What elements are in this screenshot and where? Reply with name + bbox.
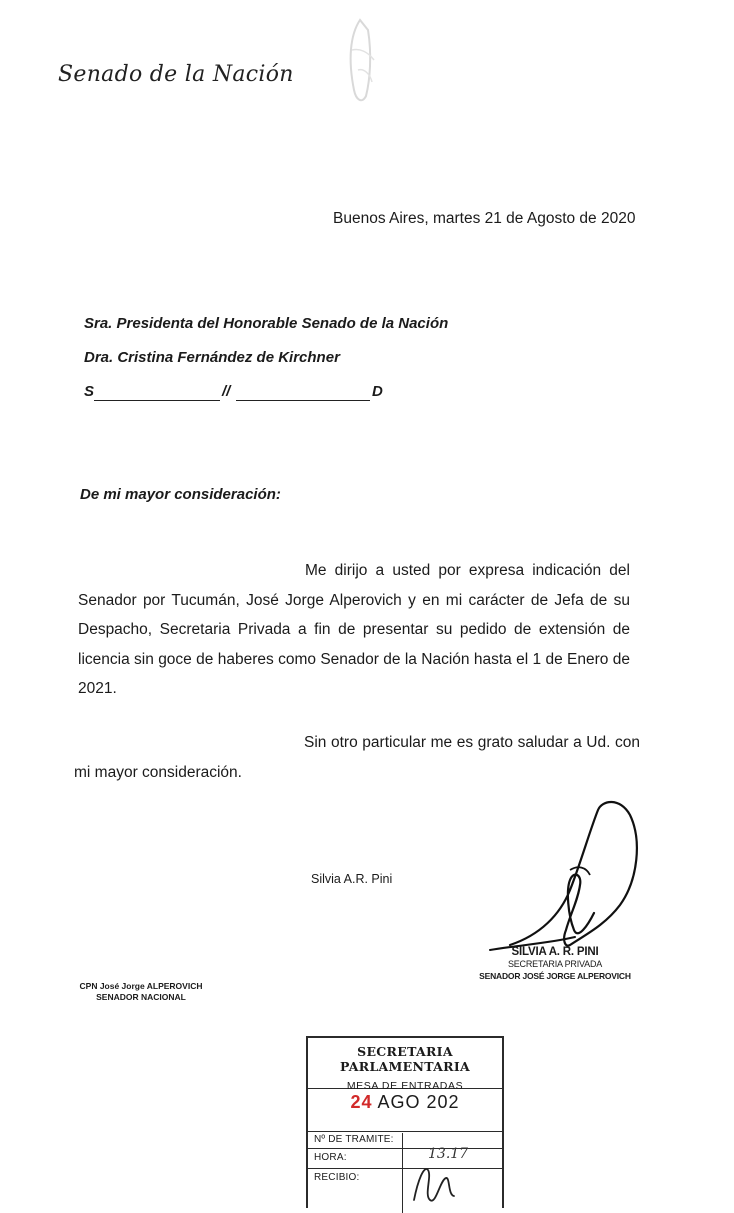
- stamp-date: [308, 1092, 502, 1113]
- stamp-initials-scribble: [406, 1150, 466, 1210]
- signer-name: Silvia A.R. Pini: [311, 872, 393, 886]
- closing-paragraph: Sin otro particular me es grato saludar a Ud. con mi mayor consideración.: [74, 734, 640, 781]
- cpn-title: SENADOR NACIONAL: [96, 992, 186, 1002]
- sd-underline-1: [94, 400, 220, 401]
- date-line: Buenos Aires, martes 21 de Agosto de 2020: [333, 210, 636, 227]
- sd-s: S: [84, 383, 95, 400]
- salutation: De mi mayor consideración:: [80, 486, 281, 503]
- stamp-date-rest: AGO 202: [377, 1092, 460, 1112]
- stamp-header: [308, 1038, 502, 1092]
- sd-underline-2: [236, 400, 370, 401]
- cpn-block: [56, 981, 226, 1003]
- reception-stamp: [306, 1036, 504, 1208]
- signature-name: SILVIA A. R. PINI: [511, 946, 599, 958]
- stamp-subtitle: MESA DE ENTRADAS: [346, 1080, 464, 1092]
- recipient-title: Sra. Presidenta del Honorable Senado de la Nación: [84, 315, 449, 332]
- signature-title: SECRETARIA PRIVADA: [507, 959, 603, 969]
- stamp-divider-3: [308, 1168, 502, 1169]
- senate-emblem-icon: [330, 0, 390, 120]
- signature-office: SENADOR JOSÉ JORGE ALPEROVICH: [479, 971, 631, 981]
- stamp-divider-2: [308, 1148, 502, 1149]
- stamp-label-hora: HORA:: [314, 1152, 347, 1163]
- stamp-label-tramite: Nº DE TRAMITE:: [314, 1134, 394, 1145]
- signature-block: [470, 946, 640, 982]
- stamp-vertical-divider: [402, 1133, 403, 1213]
- stamp-label-recibio: RECIBIO:: [314, 1172, 360, 1183]
- stamp-title: SECRETARIA PARLAMENTARIA: [339, 1044, 470, 1074]
- cpn-name: CPN José Jorge ALPEROVICH: [79, 981, 203, 991]
- stamp-divider-1: [308, 1131, 502, 1132]
- letterhead: Senado de la Nación: [58, 62, 294, 87]
- body-paragraph: Me dirijo a usted por expresa indicación del Senador por Tucumán, José Jorge Alperovich y en mi carácter de Jefa de su Despacho, Secretaria Privada a fin de presentar su pedido de extensión de licencia sin goce de haberes como Senador de la Nación hasta el 1 de Enero de 2021.: [78, 562, 630, 697]
- handwritten-signature: [470, 795, 650, 965]
- stamp-date-day: 24: [350, 1092, 373, 1112]
- recipient-name: Dra. Cristina Fernández de Kirchner: [84, 349, 340, 366]
- stamp-hora-value: 13.17: [428, 1146, 469, 1162]
- sd-line: [84, 383, 384, 405]
- sd-slash: //: [222, 383, 231, 400]
- sd-d: D: [372, 383, 383, 400]
